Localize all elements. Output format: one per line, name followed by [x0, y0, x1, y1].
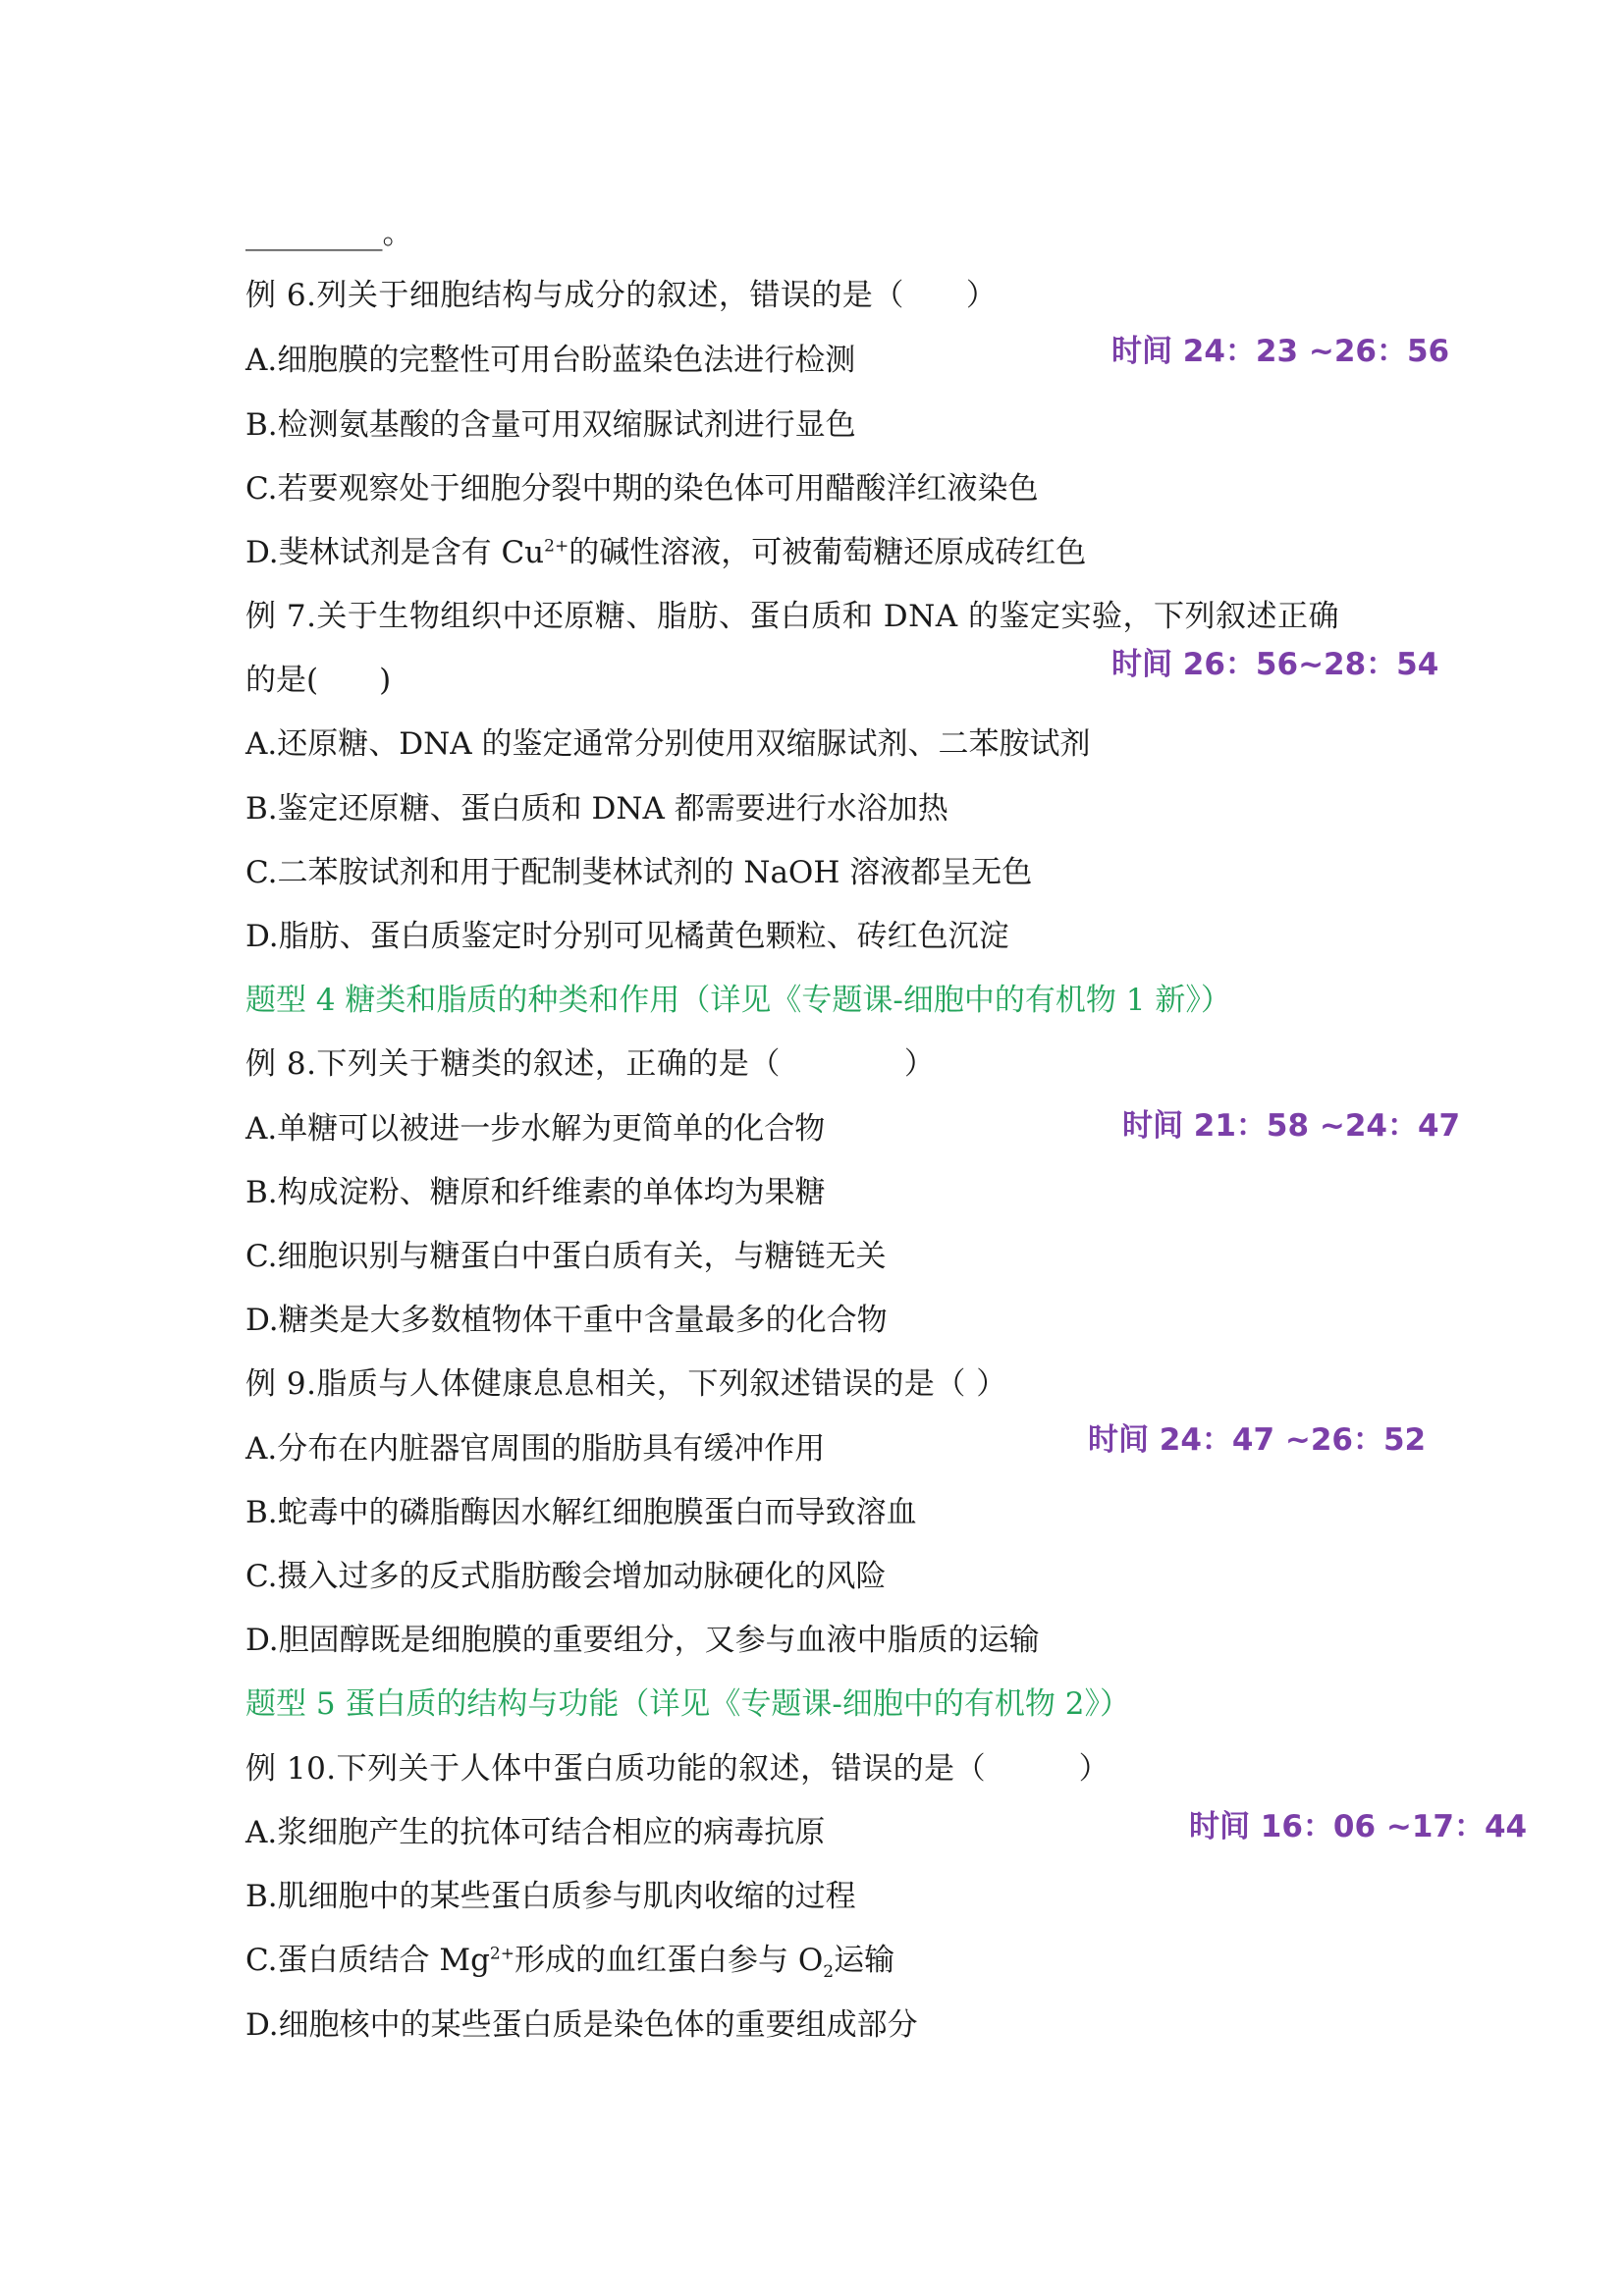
question-7-stem-line1: 例 7.关于生物组织中还原糖、脂肪、蛋白质和 DNA 的鉴定实验，下列叙述正确 — [245, 599, 1340, 634]
option-c-text-post: 运输 — [834, 1943, 895, 1978]
section-heading-4: 题型 4 糖类和脂质的种类和作用（详见《专题课-细胞中的有机物 1 新》） — [245, 983, 1231, 1018]
question-9-stem: 例 9.脂质与人体健康息息相关，下列叙述错误的是（ ） — [245, 1366, 1007, 1402]
question-10-option-b: B.肌细胞中的某些蛋白质参与肌肉收缩的过程 — [245, 1879, 856, 1914]
question-6-time: 时间 24：23 ~26：56 — [1111, 334, 1450, 369]
question-9-option-b: B.蛇毒中的磷脂酶因水解红细胞膜蛋白而导致溶血 — [245, 1495, 917, 1530]
question-6-option-d — [245, 533, 1086, 572]
question-8-option-c: C.细胞识别与糖蛋白中蛋白质有关，与糖链无关 — [245, 1239, 887, 1274]
question-7-option-a: A.还原糖、DNA 的鉴定通常分别使用双缩脲试剂、二苯胺试剂 — [245, 726, 1091, 762]
question-7-option-b: B.鉴定还原糖、蛋白质和 DNA 都需要进行水浴加热 — [245, 791, 948, 827]
question-10-option-d: D.细胞核中的某些蛋白质是染色体的重要组成部分 — [245, 2007, 918, 2043]
option-c-text-mid: 形成的血红蛋白参与 O — [514, 1943, 824, 1978]
question-6-option-c: C.若要观察处于细胞分裂中期的染色体可用醋酸洋红液染色 — [245, 471, 1039, 507]
question-6-option-a: A.细胞膜的完整性可用台盼蓝染色法进行检测 — [245, 343, 856, 378]
question-9-time: 时间 24：47 ~26：52 — [1088, 1422, 1427, 1458]
section-heading-5: 题型 5 蛋白质的结构与功能（详见《专题课-细胞中的有机物 2》） — [245, 1686, 1130, 1722]
question-8-time: 时间 21：58 ~24：47 — [1122, 1108, 1461, 1144]
question-7-time: 时间 26：56~28：54 — [1111, 647, 1439, 682]
option-c-text-pre: C.蛋白质结合 Mg — [245, 1943, 490, 1978]
question-8-option-a: A.单糖可以被进一步水解为更简单的化合物 — [245, 1111, 826, 1147]
question-10-option-c — [245, 1941, 895, 1983]
question-6-option-b: B.检测氨基酸的含量可用双缩脲试剂进行显色 — [245, 407, 856, 443]
question-8-stem: 例 8.下列关于糖类的叙述，正确的是（ ） — [245, 1046, 936, 1082]
question-9-option-c: C.摄入过多的反式脂肪酸会增加动脉硬化的风险 — [245, 1559, 887, 1594]
question-10-stem: 例 10.下列关于人体中蛋白质功能的叙述，错误的是（ ） — [245, 1751, 1110, 1787]
answer-blank: _________。 — [245, 216, 413, 251]
question-10-time: 时间 16：06 ~17：44 — [1189, 1809, 1528, 1844]
question-10-option-a: A.浆细胞产生的抗体可结合相应的病毒抗原 — [245, 1815, 826, 1850]
question-7-stem-line2: 的是( ) — [245, 663, 392, 698]
mg-charge: 2+ — [489, 1944, 514, 1964]
question-9-option-d: D.胆固醇既是细胞膜的重要组分，又参与血液中脂质的运输 — [245, 1623, 1040, 1658]
question-7-option-d: D.脂肪、蛋白质鉴定时分别可见橘黄色颗粒、砖红色沉淀 — [245, 919, 1009, 954]
option-d-text-post: 的碱性溶液，可被葡萄糖还原成砖红色 — [568, 535, 1087, 570]
option-d-text-pre: D.斐林试剂是含有 Cu — [245, 535, 545, 570]
question-8-option-d: D.糖类是大多数植物体干重中含量最多的化合物 — [245, 1303, 888, 1338]
question-9-option-a: A.分布在内脏器官周围的脂肪具有缓冲作用 — [245, 1431, 826, 1467]
question-7-option-c: C.二苯胺试剂和用于配制斐林试剂的 NaOH 溶液都呈无色 — [245, 855, 1033, 890]
question-6-stem: 例 6.列关于细胞结构与成分的叙述，错误的是（ ） — [245, 278, 998, 313]
cu-charge: 2+ — [544, 536, 569, 557]
o2-subscript: 2 — [823, 1962, 835, 1983]
question-8-option-b: B.构成淀粉、糖原和纤维素的单体均为果糖 — [245, 1175, 826, 1210]
